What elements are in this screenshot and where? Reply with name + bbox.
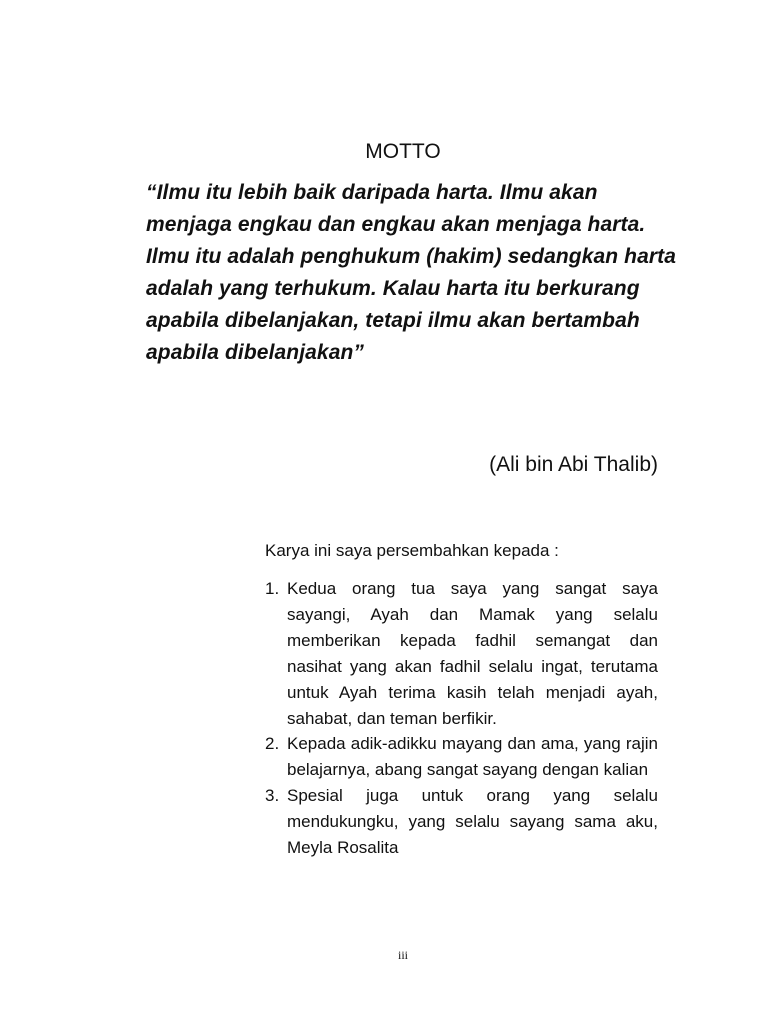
item-text: Kepada adik-adikku mayang dan ama, yang rajin belajarnya, abang sangat sayang dengan kalian <box>287 734 658 780</box>
motto-quote: “Ilmu itu lebih baik daripada harta. Ilmu akan menjaga engkau dan engkau akan menjaga harta. Ilmu itu adalah penghukum (hakim) sedangkan harta adalah yang terhukum. Kalau harta itu berkurang apabila dibelanjakan, tetapi ilmu akan bertambah apabila dibelanjakan” <box>146 181 676 365</box>
dedication-list <box>265 576 658 861</box>
item-text: Spesial juga untuk orang yang selalu mendukungku, yang selalu sayang sama aku, Meyla Rosalita <box>287 786 658 858</box>
dedication-section <box>265 538 658 861</box>
dedication-item-3 <box>265 783 658 861</box>
dedication-item-1 <box>265 576 658 731</box>
dedication-intro: Karya ini saya persembahkan kepada : <box>265 541 559 560</box>
quote-author: (Ali bin Abi Thalib) <box>489 453 658 476</box>
item-number: 1. <box>265 579 280 598</box>
dedication-item-2 <box>265 731 658 783</box>
page-number: iii <box>397 948 408 962</box>
item-number: 2. <box>265 734 280 754</box>
motto-title: MOTTO <box>365 140 441 163</box>
item-text: Kedua orang tua saya yang sangat saya sayangi, Ayah dan Mamak yang selalu memberikan kepada fadhil semangat dan nasihat yang akan fadhil selalu ingat, terutama untuk Ayah terima kasih telah menjadi ayah, sahabat, dan teman berfikir. <box>287 579 658 728</box>
item-number: 3. <box>265 786 280 806</box>
